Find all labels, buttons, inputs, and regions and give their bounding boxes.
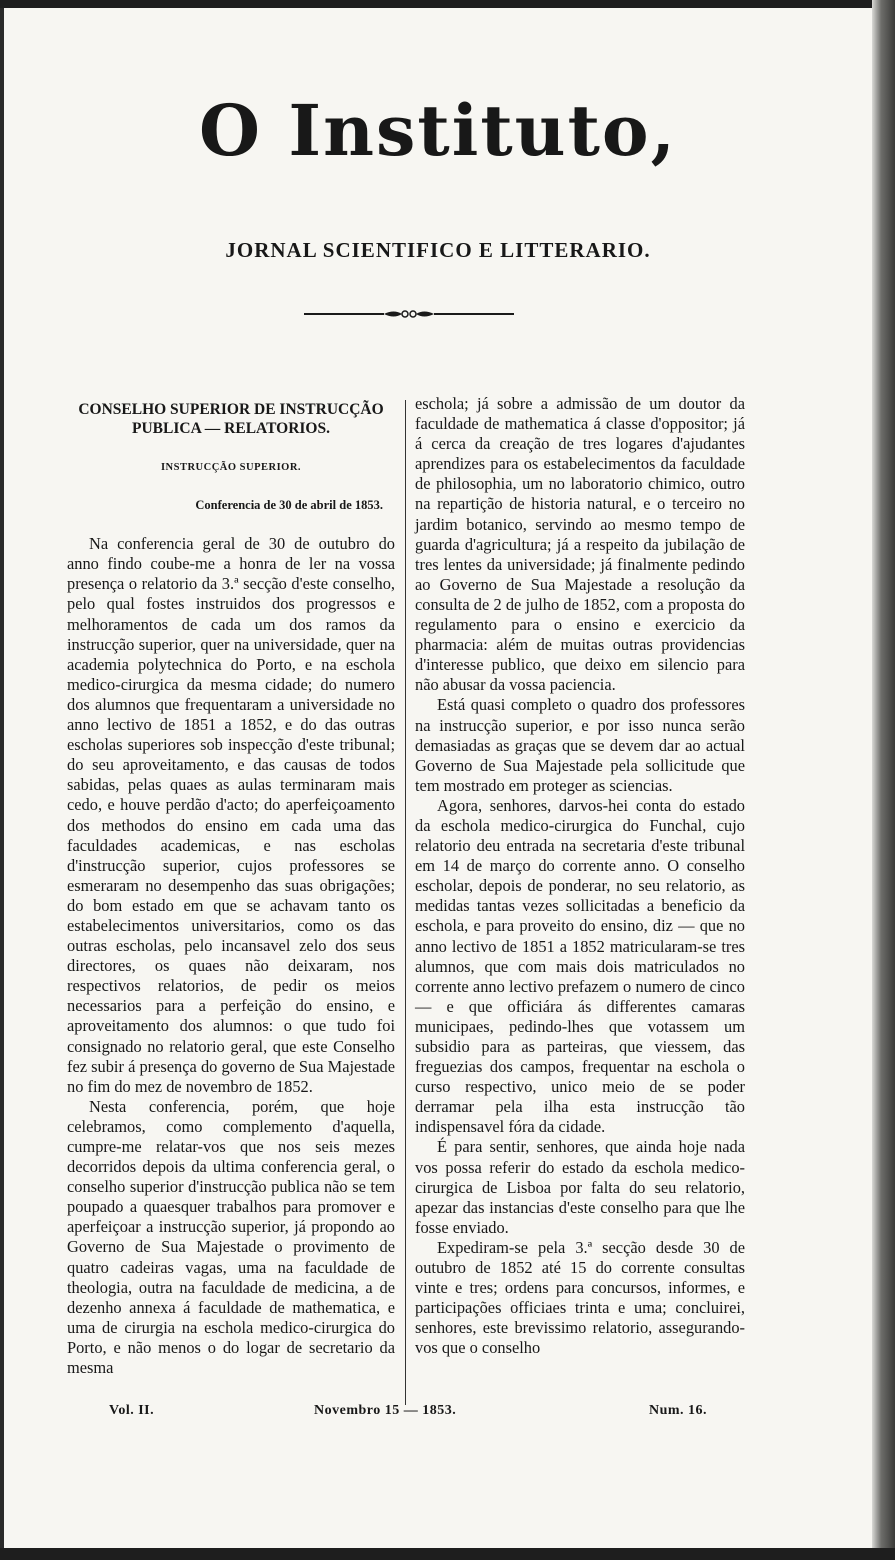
footer-date: Novembro 15 — 1853. bbox=[314, 1403, 457, 1418]
right-column bbox=[415, 394, 745, 1359]
scan-bottom-edge bbox=[0, 1548, 895, 1560]
paragraph: eschola; já sobre a admissão de um doutor da faculdade de mathematica á classe d'oppositor; já á cerca da creação de tres logares d'ajudantes aprendizes para os estabelecimentos da faculdade de philosophia, um no laboratorio chimico, outro na repartição de historia natural, e o terceiro no jardim botanico, servindo ao mesmo tempo de guarda d'agricultura; já a respeito da jubilação de tres lentes da universidade; já finalmente pedindo ao Governo de Sua Majestade a resolução da consulta de 2 de julho de 1852, com a proposta do regulamento para o ensino e exercicio da pharmacia: além de muitas outras providencias d'interesse publico, que deixo em silencio para não abusar da vossa paciencia. bbox=[415, 394, 745, 695]
paragraph: Expediram-se pela 3.ª secção desde 30 de outubro de 1852 até 15 do corrente consultas vinte e tres; ordens para concursos, informes, e participações officiaes trinta e uma; concluirei, senhores, este brevissimo relatorio, assegurando-vos que o conselho bbox=[415, 1237, 745, 1358]
column-divider bbox=[405, 400, 406, 1405]
paragraph: Agora, senhores, darvos-hei conta do estado da eschola medico-cirurgica do Funchal, cujo relatorio deu entrada na secretaria d'este tribunal em 14 de março do corrente anno. O conselho escholar, depois de ponderar, no seu relatorio, as medidas tantas vezes sollicitadas a beneficio da eschola, e para proveito do ensino, diz — que no anno lectivo de 1851 a 1852 matricularam-se tres alumnos, que com mais dois matriculados no corrente anno lectivo prefazem o numero de cinco — e que officiára ás differentes camaras municipaes, pedindo-lhes que votassem um subsidio para as parteiras, que viessem, das freguezias dos campos, frequentar na eschola o curso respectivo, unico meio de se poder derramar pela ilha esta instrucção tão indispensavel fóra da cidade. bbox=[415, 795, 745, 1137]
book-spine-edge bbox=[872, 0, 895, 1560]
section-subheading: INSTRUCÇÃO SUPERIOR. bbox=[160, 462, 302, 473]
footer-volume: Vol. II. bbox=[109, 1403, 155, 1418]
footer-number: Num. 16. bbox=[649, 1403, 708, 1418]
section-heading: CONSELHO SUPERIOR DE INSTRUCÇÃO PUBLICA — RELATORIOS. bbox=[78, 401, 384, 437]
scan-top-edge bbox=[0, 0, 895, 8]
newspaper-page bbox=[4, 8, 872, 1548]
paragraph: Está quasi completo o quadro dos professores na instrucção superior, e por isso nunca serão demasiadas as graças que se devem dar ao actual Governo de Sua Majestade pela sollicitude que tem mostrado em proteger as sciencias. bbox=[415, 695, 745, 795]
masthead-title: O Instituto, bbox=[199, 89, 677, 172]
journal-subtitle: JORNAL SCIENTIFICO E LITTERARIO. bbox=[225, 238, 651, 262]
dateline: Conferencia de 30 de abril de 1853. bbox=[195, 498, 383, 513]
left-column bbox=[67, 398, 395, 1378]
ornament-rule bbox=[304, 308, 514, 320]
paragraph: Na conferencia geral de 30 de outubro do anno findo coube-me a honra de ler na vossa presença o relatorio da 3.ª secção d'este conselho, pelo qual fostes instruidos dos progressos e melhoramentos de cada um dos ramos da instrucção superior, quer na universidade, quer na academia polytechnica do Porto, e na escholа medico-cirurgica da mesma cidade; do numero dos alumnos que frequentaram a universidade no anno lectivo de 1851 a 1852, e do das outras escholas superiores sob inspecção d'este tribunal; do seu aproveitamento, e das causas de todos sabidas, pelas quaes as aulas terminaram mais cedo, e houve perdão d'acto; do aperfeiçoamento dos methodos do ensino em cada uma das faculdades academicas, e nas escholas d'instrucção superior, cujos professores se esmeraram no desempenho das suas obrigações; do bom estado em que se achavam tanto os estabelecimentos universitarios, como os das outras escholas, pelo incansavel zelo dos seus directores, os quaes não deixaram, nos respectivos relatorios, de pedir os meios necessarios para a perfeição do ensino, e aproveitamento dos alumnos: o que tudo foi consignado no relatorio geral, que este Conselho fez subir á presença do governo de Sua Majestade no fim do mez de novembro de 1852. bbox=[67, 534, 395, 1096]
paragraph: É para sentir, senhores, que ainda hoje nada vos possa referir do estado da eschola medico-cirurgica de Lisboa por falta do seu relatorio, apezar das instancias d'este conselho para que lhe fosse enviado. bbox=[415, 1137, 745, 1237]
paragraph: Nesta conferencia, porém, que hoje celebramos, como complemento d'aquella, cumpre-me relatar-vos que nos seis mezes decorridos depois da ultima conferencia geral, o conselho superior d'instrucção publica não se tem poupado a quaesquer trabalhos para promover e aperfeiçoar a instrucção superior, já propondo ao Governo de Sua Majestade o provimento de quatro cadeiras vagas, uma na faculdade de theologia, outra na faculdade de medicina, a de dezenho annexa á faculdade de mathematica, e uma de cirurgia na eschola medico-cirurgica do Porto, e não menos o do logar de secretario da mesma bbox=[67, 1096, 395, 1378]
